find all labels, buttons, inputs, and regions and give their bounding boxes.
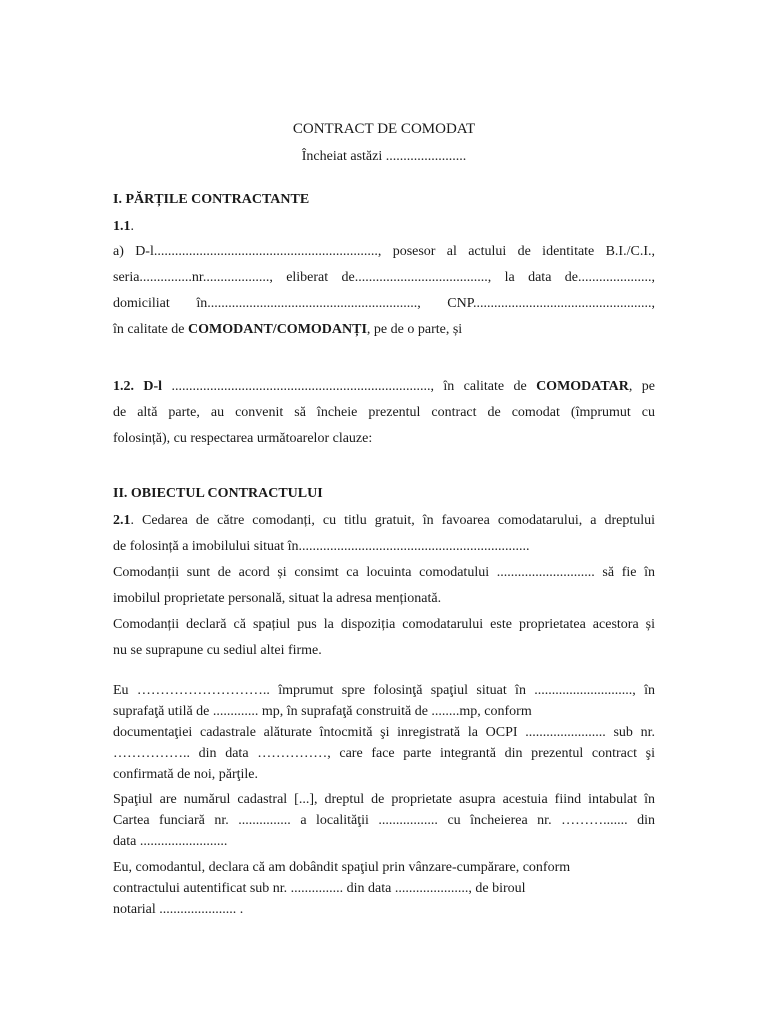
clause-2-1-line-2: de folosință a imobilului situat în.................................................................. bbox=[113, 539, 530, 554]
section-1 bbox=[113, 189, 655, 343]
clause-1-1-number: 1.1. bbox=[113, 219, 134, 234]
party-1-line-1: a) D-l................................................................, posesor al actului de identitate B.I./C.I., bbox=[113, 244, 655, 259]
clause-2-1-line-6: nu se suprapune cu sediul altei firme. bbox=[113, 643, 322, 658]
paragraph-space-description bbox=[113, 680, 655, 785]
party-1-role-line: în calitate de COMODANT/COMODANȚI, pe de o parte, și bbox=[113, 322, 463, 337]
clause-1-2-line-1: 1.2. D-l .........................................................................., în calitate de COMODATAR, pe bbox=[113, 379, 655, 394]
paragraph-3-line-1: Spaţiul are numărul cadastral [...], dreptul de proprietate asupra acestuia fiind intabulat în bbox=[113, 792, 655, 807]
section-1-heading: I. PĂRȚILE CONTRACTANTE bbox=[113, 192, 310, 207]
paragraph-2-line-1: Eu ……………………….. împrumut spre folosinţă spaţiul situat în ............................, în bbox=[113, 683, 655, 698]
document-subtitle: Încheiat astăzi ....................... bbox=[301, 149, 467, 164]
clause-1-2-line-2: de altă parte, au convenit să încheie prezentul contract de comodat (împrumut cu bbox=[113, 405, 655, 420]
party-1-line-3: domiciliat în............................................................, CNP..................................................., bbox=[113, 296, 655, 311]
clause-2-1-line-5: Comodanții declară că spațiul pus la dispoziția comodatarului este proprietatea acestora și bbox=[113, 617, 655, 632]
clause-2-1-line-1: 2.1. Cedarea de către comodanți, cu titlu gratuit, în favoarea comodatarului, a dreptului bbox=[113, 513, 655, 528]
document-title: CONTRACT DE COMODAT bbox=[292, 121, 476, 137]
section-2 bbox=[113, 483, 655, 664]
paragraph-cadastral bbox=[113, 789, 655, 852]
section-2-heading: II. OBIECTUL CONTRACTULUI bbox=[113, 486, 323, 501]
paragraph-2-line-2: suprafaţă utilă de ............. mp, în suprafaţă construită de ........mp, conform bbox=[113, 704, 532, 719]
paragraph-2-line-3: documentaţiei cadastrale alăturate întocmită şi inregistrată la OCPI ....................... sub nr. bbox=[113, 725, 655, 740]
clause-1-2-line-3: folosință), cu respectarea următoarelor clauze: bbox=[113, 431, 373, 446]
clause-2-1-line-3: Comodanții sunt de acord și consimt ca locuinta comodatului ............................ să fie în bbox=[113, 565, 655, 580]
paragraph-3-line-3: data ......................... bbox=[113, 834, 228, 849]
party-1-line-2: seria...............nr..................., eliberat de......................................, la data de....................., bbox=[113, 270, 655, 285]
clause-2-1-line-4: imobilul proprietate personală, situat la adresa menționată. bbox=[113, 591, 442, 606]
paragraph-3-line-2: Cartea funciară nr. ............... a localităţii ................. cu încheierea nr. ………....... din bbox=[113, 813, 655, 828]
clause-1-2 bbox=[113, 374, 655, 452]
paragraph-4-line-1: Eu, comodantul, declara că am dobândit spaţiul prin vânzare-cumpărare, conform bbox=[113, 860, 571, 875]
paragraph-4-line-2: contractului autentificat sub nr. ............... din data ....................., de biroul bbox=[113, 881, 526, 896]
paragraph-4-line-3: notarial ...................... . bbox=[113, 902, 244, 917]
paragraph-acquisition bbox=[113, 857, 655, 920]
paragraph-2-line-4: …………….. din data ……………, care face parte integrantă din prezentul contract şi bbox=[113, 746, 655, 761]
paragraph-2-line-5: confirmată de noi, părţile. bbox=[113, 767, 258, 782]
